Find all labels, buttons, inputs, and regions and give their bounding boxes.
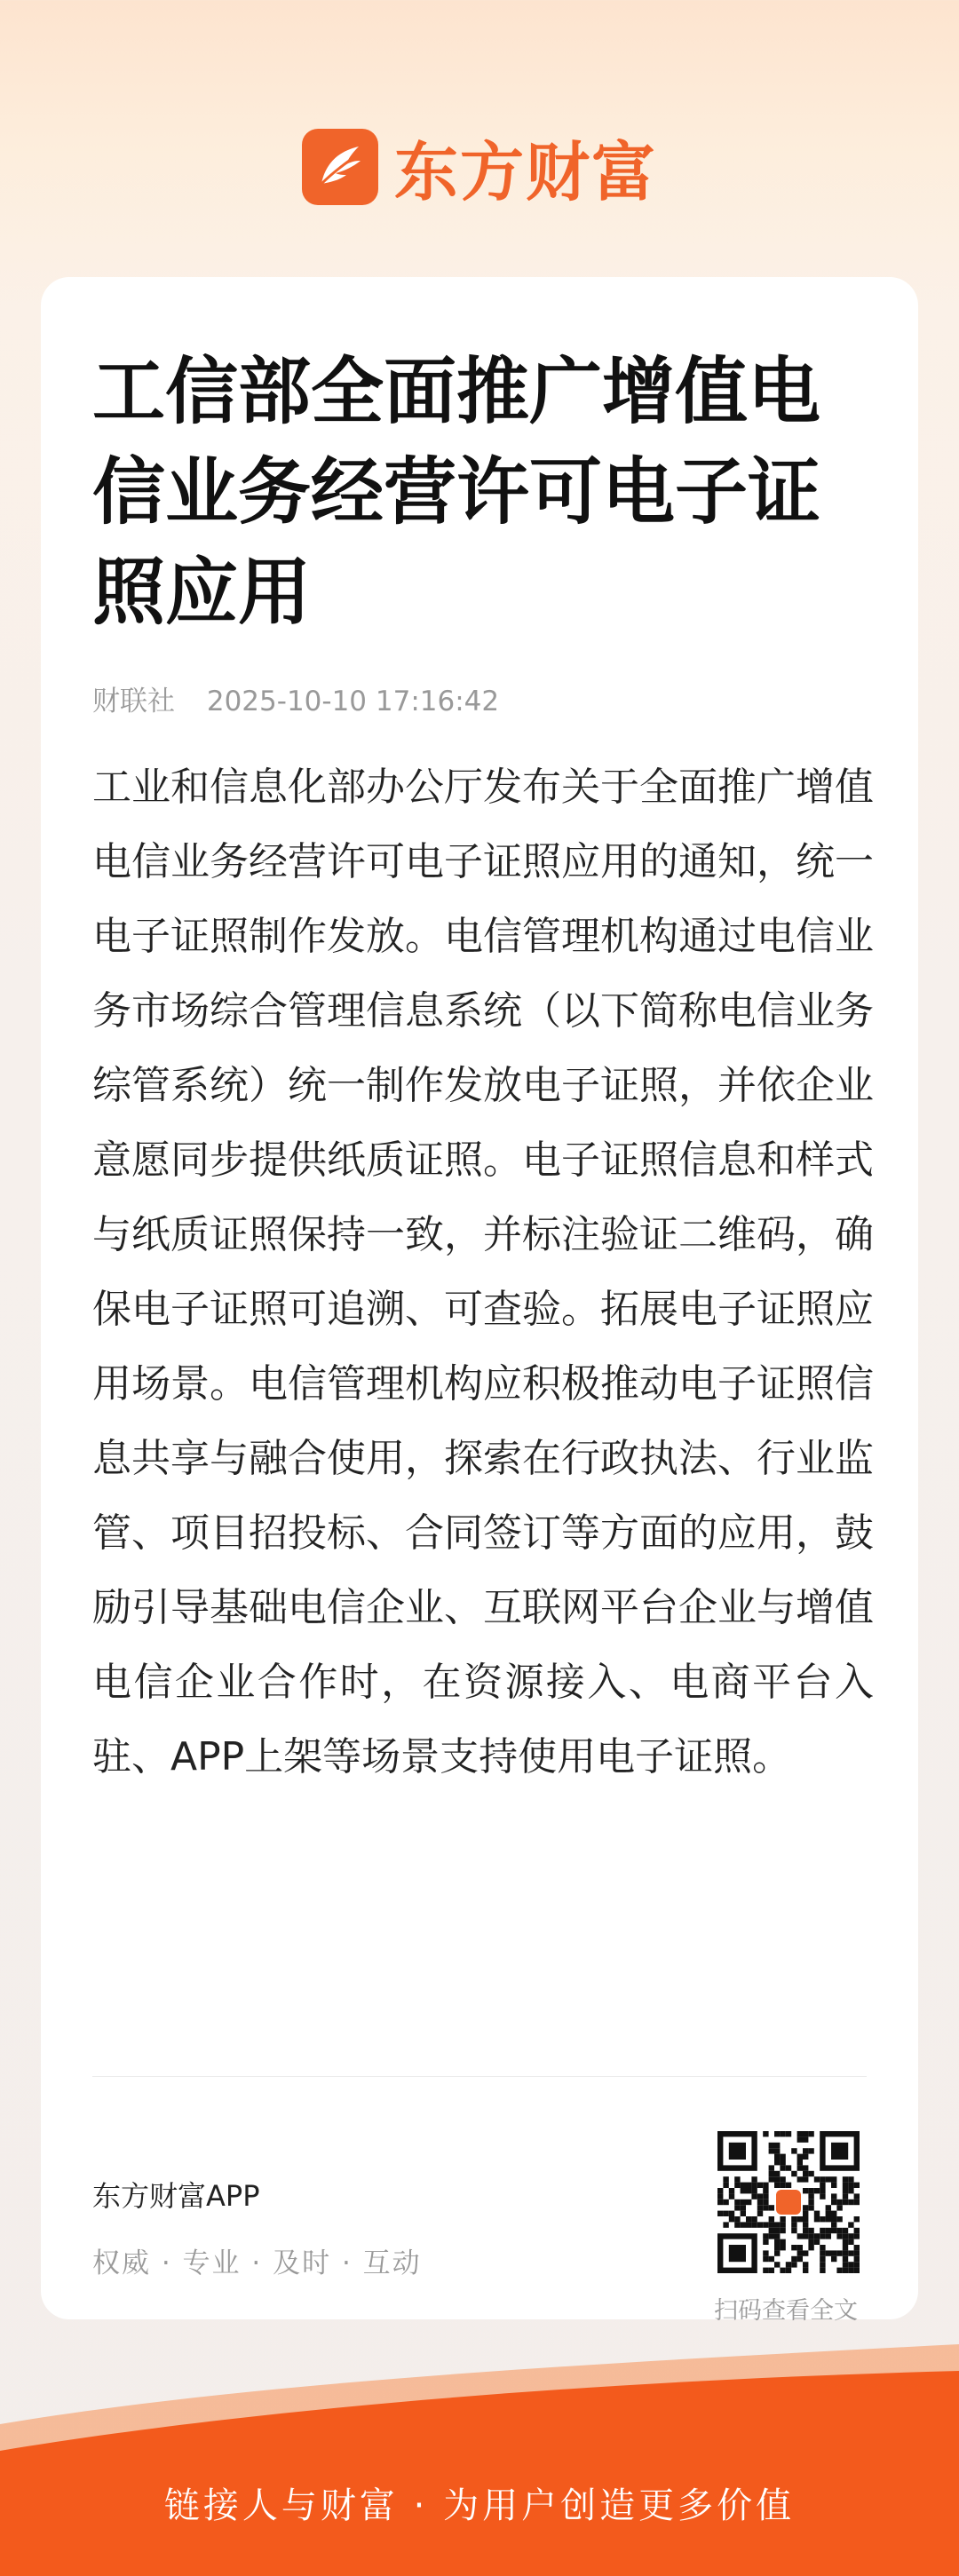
footer-banner [0,2344,959,2576]
flame-leaf-icon [302,129,378,205]
article-source: 财联社 [92,686,175,717]
article-body: 工业和信息化部办公厅发布关于全面推广增值电信业务经营许可电子证照应用的通知，统一电子证照制作发放。电信管理机构通过电信业务市场综合管理信息系统（以下简称电信业务综管系统）统一制作发放电子证照，并依企业意愿同步提供纸质证照。电子证照信息和样式与纸质证照保持一致，并标注验证二维码，确保电子证照可追溯、可查验。拓展电子证照应用场景。电信管理机构应积极推动电子证照信息共享与融合使用，探索在行政执法、行业监管、项目招投标、合同签订等方面的应用，鼓励引导基础电信企业、互联网平台企业与增值电信企业合作时，在资源接入、电商平台入驻、APP上架等场景支持使用电子证照。 [92,765,874,1779]
promo-app-name: 东方财富APP [92,2179,260,2213]
qr-code-icon[interactable] [717,2131,860,2273]
divider [92,2076,867,2077]
article-title: 工信部全面推广增值电信业务经营许可电子证照应用 [92,350,821,635]
article-meta [92,678,499,718]
brand-name: 东方财富 [393,135,657,210]
article-datetime: 2025-10-10 17:16:42 [206,686,500,717]
scan-hint: 扫码查看全文 [714,2297,858,2325]
promo-tagline: 权威 · 专业 · 及时 · 互动 [92,2247,422,2279]
footer-slogan: 链接人与财富 · 为用户创造更多价值 [163,2485,796,2526]
brand-logo [0,124,959,210]
